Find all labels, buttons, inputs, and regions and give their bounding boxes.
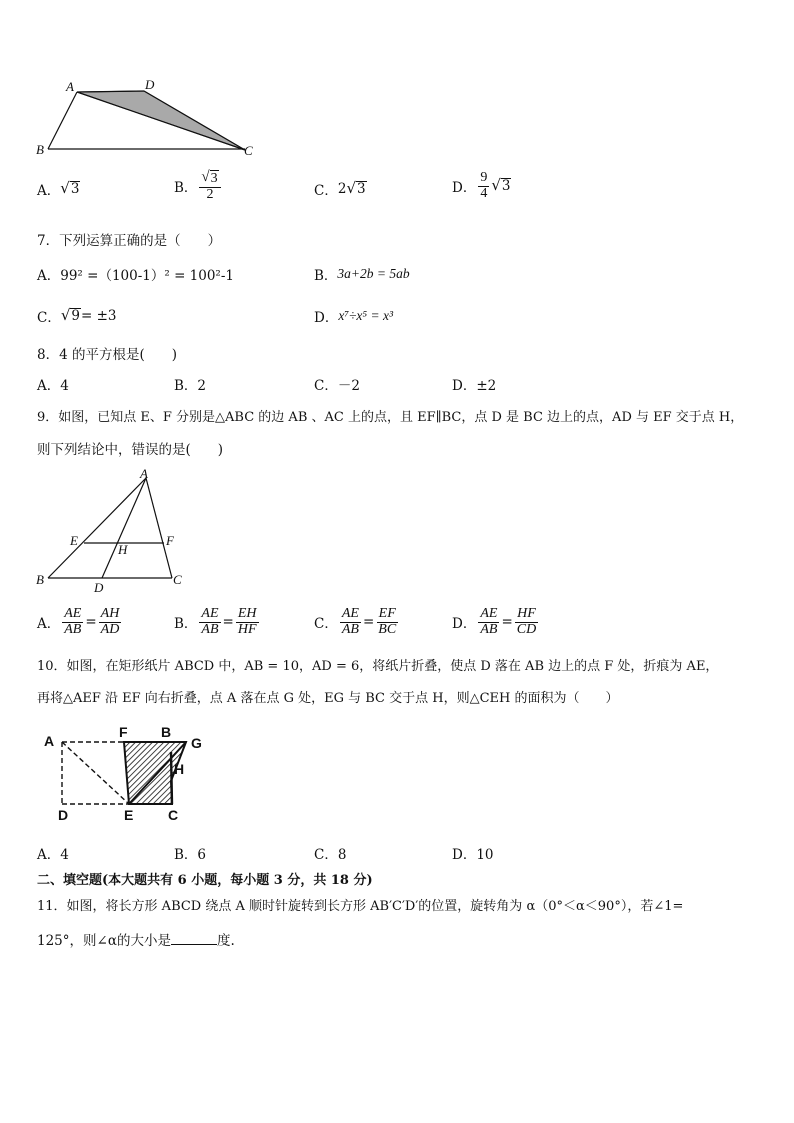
q7-option-b[interactable]: B． 3a+2b = 5ab (314, 266, 410, 284)
q8-option-a[interactable]: A．4 (37, 378, 69, 394)
q10-label-e: E (124, 807, 134, 823)
q10-option-b[interactable]: B．6 (174, 847, 207, 863)
q9-stem-line1: 9．如图，已知点 E、F 分别是△ABC 的边 AB 、AC 上的点，且 EF∥BC，点 D 是 BC 边上的点，AD 与 EF 交于点 H， (37, 410, 744, 425)
q9-option-d[interactable]: D． $\frac{AE}{AB}$ = $\frac{HF}{CD}$ (452, 606, 537, 637)
q10-label-a: A (44, 733, 55, 749)
q10-label-c: C (168, 807, 179, 823)
q9-label-b: B (36, 572, 44, 587)
q8-option-c[interactable]: C．－2 (314, 378, 360, 394)
q11-answer-blank[interactable] (171, 932, 217, 945)
q7-option-d[interactable]: D． x⁷÷x⁵ = x³ (314, 308, 394, 326)
section-2-heading: 二、填空题(本大题共有 6 小题，每小题 3 分，共 18 分) (37, 873, 373, 888)
q6-label-d: D (145, 77, 155, 92)
q9-label-h: H (118, 542, 128, 557)
q10-label-d: D (58, 807, 69, 823)
q9-option-b[interactable]: B． $\frac{AE}{AB}$ = $\frac{EH}{HF}$ (174, 606, 257, 637)
q8-option-b[interactable]: B．2 (174, 378, 207, 394)
q9-figure (32, 466, 192, 592)
q6-option-d[interactable]: D． $\frac{9}{4}$ √ 3 (452, 170, 511, 201)
q6-option-b[interactable]: B． √ 3 2 (174, 170, 223, 203)
q10-label-h: H (174, 761, 185, 777)
q9-label-c: C (173, 572, 182, 587)
q6-label-b: B (36, 142, 44, 157)
q10-label-g: G (191, 735, 202, 751)
q7-option-c[interactable]: C． √ 9 = ±3 (37, 305, 117, 326)
q7-option-a[interactable]: A． 99² =（100-1）² = 100²-1 (37, 268, 234, 284)
q10-label-b: B (161, 724, 172, 740)
q10-figure (40, 724, 220, 826)
q9-label-a: A (140, 466, 148, 481)
q9-label-d: D (94, 580, 104, 592)
q9-option-a[interactable]: A． $\frac{AE}{AB}$ = $\frac{AH}{AD}$ (37, 606, 120, 637)
q8-option-d[interactable]: D．±2 (452, 378, 497, 394)
q10-option-c[interactable]: C．8 (314, 847, 347, 863)
q11-line2: 125°，则∠α的大小是 度. (37, 933, 235, 949)
q9-label-e: E (70, 533, 78, 548)
q6-label-c: C (244, 143, 253, 158)
q10-stem-line2: 再将△AEF 沿 EF 向右折叠，点 A 落在点 G 处，EG 与 BC 交于点 H，则△CEH 的面积为（ ） (37, 691, 619, 706)
q9-stem-line2: 则下列结论中，错误的是( ) (37, 442, 224, 458)
q10-option-d[interactable]: D．10 (452, 847, 494, 863)
q6-figure (34, 76, 264, 160)
q9-label-f: F (166, 533, 174, 548)
q6-option-c[interactable]: C． 2 √ 3 (314, 178, 366, 199)
q8-stem: 8．4 的平方根是( ) (37, 347, 178, 363)
q6-option-a[interactable]: A． √ 3 (37, 178, 80, 199)
q10-stem-line1: 10．如图，在矩形纸片 ABCD 中，AB = 10，AD = 6，将纸片折叠，使点 D 落在 AB 边上的点 F 处，折痕为 AE， (37, 659, 719, 674)
q6-label-a: A (66, 79, 74, 94)
q7-stem: 7．下列运算正确的是（ ） (37, 233, 222, 249)
q11-line1: 11．如图，将长方形 ABCD 绕点 A 顺时针旋转到长方形 AB′C′D′的位置，旋转角为 α（0°＜α＜90°），若∠1= (37, 899, 684, 914)
q10-option-a[interactable]: A．4 (37, 847, 69, 863)
q9-option-c[interactable]: C． $\frac{AE}{AB}$ = $\frac{EF}{BC}$ (314, 606, 397, 637)
q10-label-f: F (119, 724, 128, 740)
